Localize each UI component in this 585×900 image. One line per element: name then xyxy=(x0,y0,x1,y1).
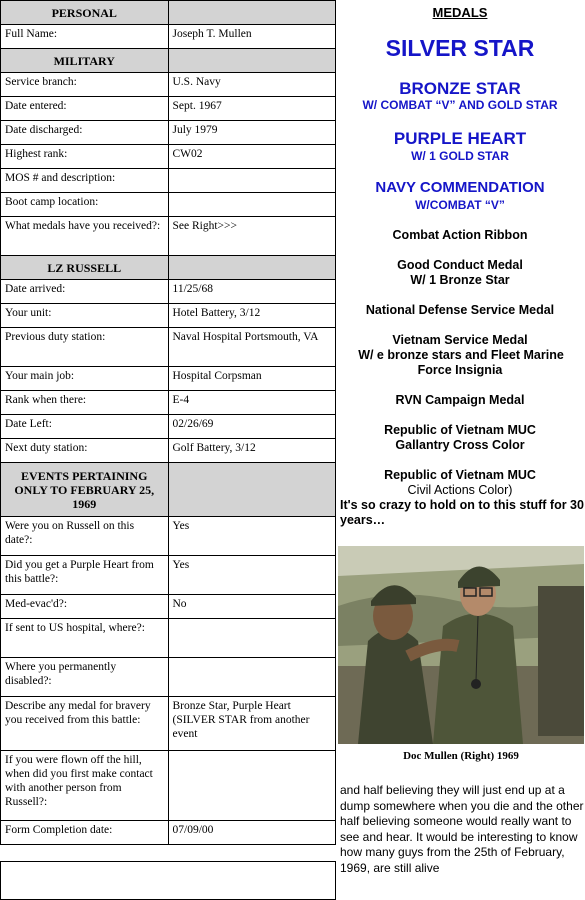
field-label: If you were flown off the hill, when did you first make contact with another person from Russell?: xyxy=(1,751,169,821)
field-value: Yes xyxy=(168,556,336,595)
section-header-events: EVENTS PERTAINING ONLY TO FEBRUARY 25, 1969 xyxy=(1,463,169,517)
field-value: E-4 xyxy=(168,391,336,415)
field-value: Yes xyxy=(168,517,336,556)
photo-caption: Doc Mullen (Right) 1969 xyxy=(403,750,519,762)
field-value: CW02 xyxy=(168,145,336,169)
photo-two-men xyxy=(338,546,584,744)
medal-rvn-muc-gallantry-sub: Gallantry Cross Color xyxy=(395,438,525,452)
table-row xyxy=(1,328,336,367)
table-row xyxy=(1,280,336,304)
table-row xyxy=(1,619,336,658)
body-paragraph: and half believing they will just end up at a dump somewhere when you die and the other half believing someone would really want to see and hear. It would be interesting to know how many guys from the 25th of February, 1969, are still alive xyxy=(340,783,584,875)
field-value: 07/09/00 xyxy=(168,821,336,845)
medal-rvn-muc-civil-sub: Civil Actions Color) xyxy=(407,483,513,497)
field-label: Full Name: xyxy=(1,25,169,49)
table-row xyxy=(1,97,336,121)
field-label: Date arrived: xyxy=(1,280,169,304)
field-value: Bronze Star, Purple Heart (SILVER STAR from another event xyxy=(168,697,336,751)
field-label: Were you on Russell on this date?: xyxy=(1,517,169,556)
field-value: 11/25/68 xyxy=(168,280,336,304)
medal-bronze-star: BRONZE STAR xyxy=(399,79,521,98)
table-row xyxy=(1,145,336,169)
field-label: Did you get a Purple Heart from this battle?: xyxy=(1,556,169,595)
field-label: If sent to US hospital, where?: xyxy=(1,619,169,658)
medal-navy-commendation-sub: W/COMBAT “V” xyxy=(415,198,505,212)
field-label: Your main job: xyxy=(1,367,169,391)
medal-combat-action: Combat Action Ribbon xyxy=(392,228,528,242)
medal-navy-commendation: NAVY COMMENDATION xyxy=(375,179,545,196)
field-value xyxy=(168,658,336,697)
medal-rvn-campaign: RVN Campaign Medal xyxy=(395,393,525,407)
table-row xyxy=(1,193,336,217)
field-value: Joseph T. Mullen xyxy=(168,25,336,49)
table-row xyxy=(1,658,336,697)
table-row xyxy=(1,751,336,821)
table-row xyxy=(1,25,336,49)
medal-silver-star: SILVER STAR xyxy=(385,35,535,61)
field-value xyxy=(168,193,336,217)
field-value xyxy=(168,169,336,193)
field-label: Date Left: xyxy=(1,415,169,439)
medal-good-conduct-sub: W/ 1 Bronze Star xyxy=(410,273,510,287)
table-row xyxy=(1,73,336,97)
table-row xyxy=(1,439,336,463)
table-row xyxy=(1,595,336,619)
field-label: What medals have you received?: xyxy=(1,217,169,256)
medal-good-conduct: Good Conduct Medal xyxy=(397,258,523,272)
section-header-personal: PERSONAL xyxy=(1,1,169,25)
field-label: Next duty station: xyxy=(1,439,169,463)
field-value xyxy=(168,751,336,821)
table-row xyxy=(1,304,336,328)
empty-footer-box xyxy=(0,861,336,900)
section-header-lz-russell: LZ RUSSELL xyxy=(1,256,169,280)
field-label: MOS # and description: xyxy=(1,169,169,193)
photo-illustration xyxy=(338,546,584,744)
medal-purple-heart: PURPLE HEART xyxy=(393,129,527,148)
medal-rvn-muc-gallantry: Republic of Vietnam MUC xyxy=(384,423,536,437)
field-value xyxy=(168,619,336,658)
field-value: July 1979 xyxy=(168,121,336,145)
field-value: Golf Battery, 3/12 xyxy=(168,439,336,463)
field-label: Service branch: xyxy=(1,73,169,97)
medal-rvn-muc-civil: Republic of Vietnam MUC xyxy=(384,468,536,482)
medal-vietnam-service-sub2: Force Insignia xyxy=(417,363,503,377)
field-label: Date entered: xyxy=(1,97,169,121)
comment-text: It's so crazy to hold on to this stuff for 30 years… xyxy=(340,498,584,527)
table-row xyxy=(1,556,336,595)
field-label: Med-evac'd?: xyxy=(1,595,169,619)
table-row xyxy=(1,121,336,145)
field-label: Date discharged: xyxy=(1,121,169,145)
field-value: U.S. Navy xyxy=(168,73,336,97)
table-row xyxy=(1,391,336,415)
table-row xyxy=(1,821,336,845)
field-value: See Right>>> xyxy=(168,217,336,256)
field-value: Sept. 1967 xyxy=(168,97,336,121)
field-label: Form Completion date: xyxy=(1,821,169,845)
medals-heading: MEDALS xyxy=(432,5,488,20)
section-header-military: MILITARY xyxy=(1,49,169,73)
field-value: Naval Hospital Portsmouth, VA xyxy=(168,328,336,367)
field-value: Hotel Battery, 3/12 xyxy=(168,304,336,328)
table-row xyxy=(1,415,336,439)
table-row xyxy=(1,517,336,556)
field-label: Describe any medal for bravery you received from this battle: xyxy=(1,697,169,751)
table-row xyxy=(1,697,336,751)
field-label: Previous duty station: xyxy=(1,328,169,367)
field-label: Boot camp location: xyxy=(1,193,169,217)
medal-purple-heart-sub: W/ 1 GOLD STAR xyxy=(411,149,509,163)
medal-vietnam-service-sub1: W/ e bronze stars and Fleet Marine xyxy=(358,348,564,362)
field-value: 02/26/69 xyxy=(168,415,336,439)
field-value: Hospital Corpsman xyxy=(168,367,336,391)
table-row xyxy=(1,217,336,256)
medal-vietnam-service: Vietnam Service Medal xyxy=(392,333,528,347)
field-value: No xyxy=(168,595,336,619)
field-label: Highest rank: xyxy=(1,145,169,169)
medal-bronze-star-sub: W/ COMBAT “V” AND GOLD STAR xyxy=(362,98,558,112)
table-row xyxy=(1,169,336,193)
field-label: Rank when there: xyxy=(1,391,169,415)
table-row xyxy=(1,367,336,391)
medal-national-defense: National Defense Service Medal xyxy=(365,303,555,317)
field-label: Where you permanently disabled?: xyxy=(1,658,169,697)
field-label: Your unit: xyxy=(1,304,169,328)
